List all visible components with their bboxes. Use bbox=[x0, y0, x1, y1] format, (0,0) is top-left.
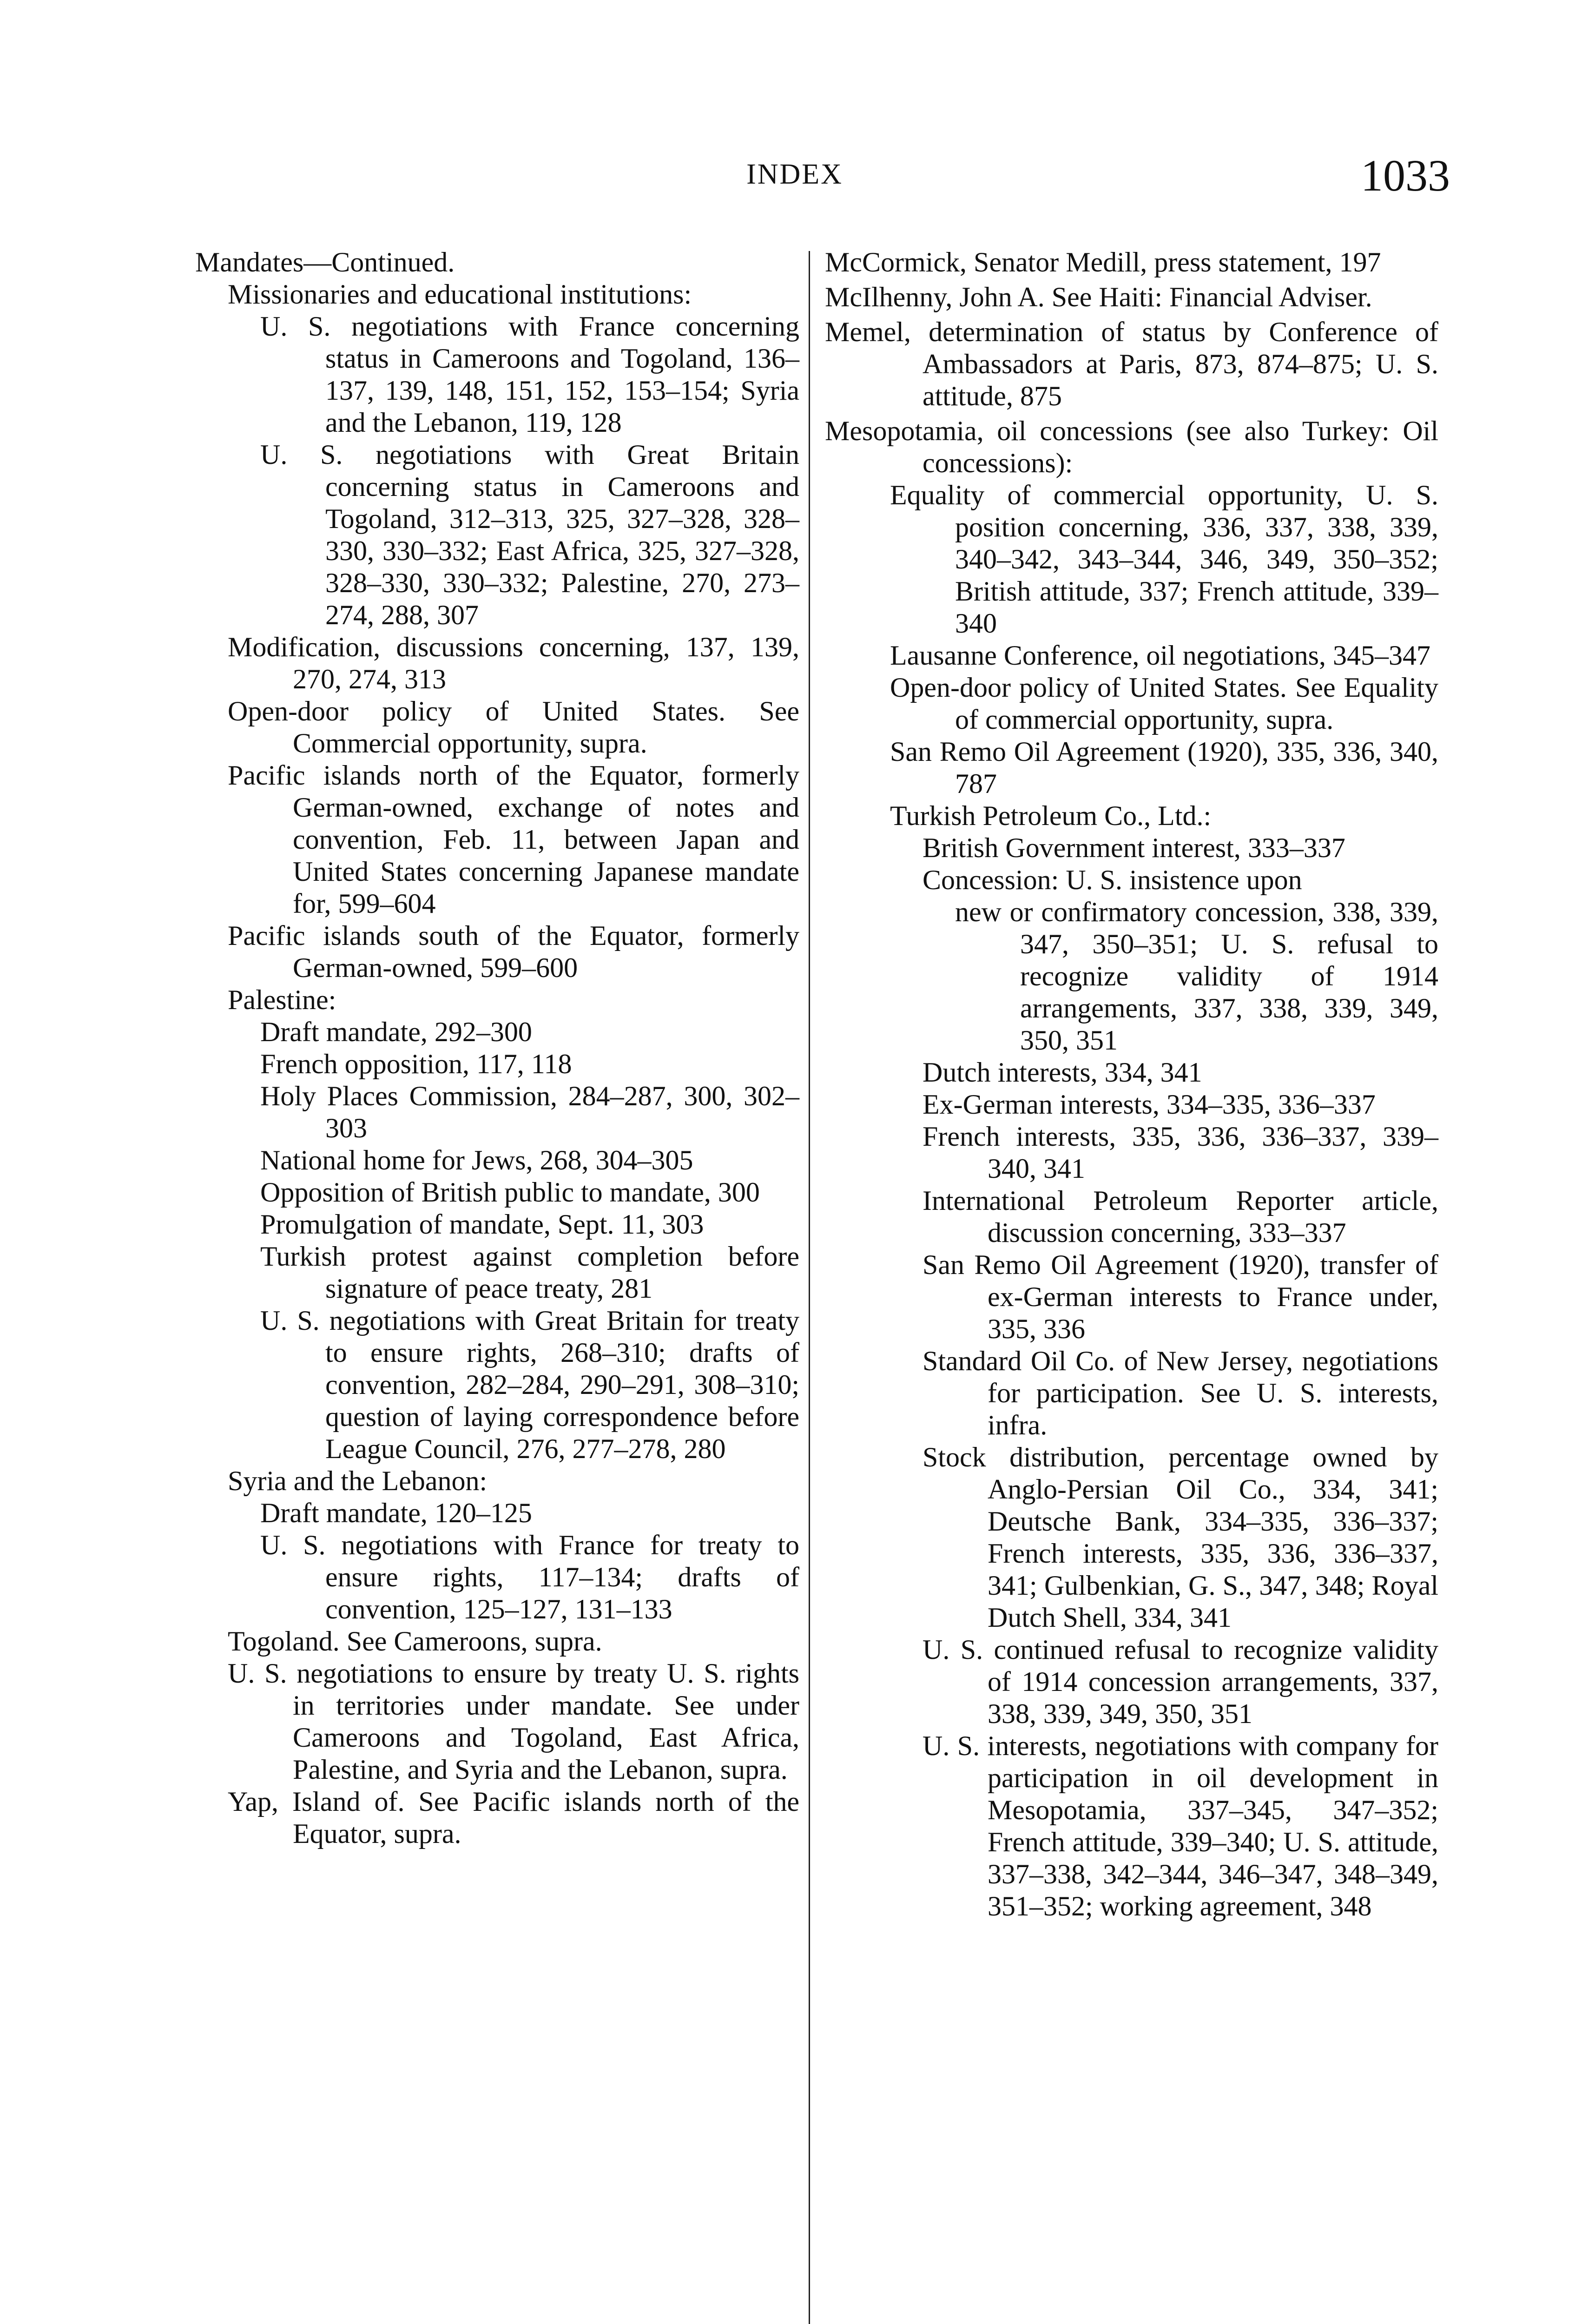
index-entry: International Petroleum Reporter article, discussion concerning, 333–337 bbox=[923, 1185, 1438, 1248]
index-entry: Dutch interests, 334, 341 bbox=[923, 1057, 1202, 1088]
index-entry: San Remo Oil Agreement (1920), 335, 336, 340, 787 bbox=[890, 736, 1438, 799]
index-entry: Standard Oil Co. of New Jersey, negotiations for participation. See U. S. interests, infra. bbox=[923, 1346, 1438, 1440]
column-divider bbox=[809, 251, 810, 2324]
index-entry: Memel, determination of status by Conference of Ambassadors at Paris, 873, 874–875; U. S. attitude, 875 bbox=[825, 317, 1438, 411]
index-entry: Ex-German interests, 334–335, 336–337 bbox=[923, 1089, 1376, 1120]
index-entry: Togoland. See Cameroons, supra. bbox=[228, 1626, 602, 1657]
index-entry: Promulgation of mandate, Sept. 11, 303 bbox=[260, 1209, 704, 1240]
index-entry: Mesopotamia, oil concessions (see also Turkey: Oil concessions): bbox=[825, 416, 1438, 478]
page-number: 1033 bbox=[1361, 151, 1450, 200]
index-entry: new or confirmatory concession, 338, 339, 347, 350–351; U. S. refusal to recognize validity of 1914 arrangements, 337, 338, 339, 349, 350, 351 bbox=[955, 897, 1438, 1056]
index-entry: Mandates—Continued. bbox=[195, 247, 455, 277]
index-entry: Open-door policy of United States. See Commercial opportunity, supra. bbox=[228, 696, 799, 759]
index-entry: U. S. continued refusal to recognize validity of 1914 concession arrangements, 337, 338, 339, 349, 350, 351 bbox=[923, 1634, 1438, 1729]
index-entry: Concession: U. S. insistence upon bbox=[923, 865, 1302, 895]
index-entry: Yap, Island of. See Pacific islands north of the Equator, supra. bbox=[228, 1786, 799, 1849]
index-entry: U. S. negotiations with France concerning status in Cameroons and Togoland, 136–137, 139, 148, 151, 152, 153–154; Syria and the Lebanon, 119, 128 bbox=[260, 311, 799, 438]
left-index-column bbox=[195, 246, 799, 1850]
index-entry: U. S. interests, negotiations with company for participation in oil development in Mesopotamia, 337–345, 347–352; French attitude, 339–340; U. S. attitude, 337–338, 342–344, 346–347, 348–349, 351–352; working agreement, 348 bbox=[923, 1730, 1438, 1921]
index-entry: McIlhenny, John A. See Haiti: Financial Adviser. bbox=[825, 282, 1372, 312]
index-entry: Opposition of British public to mandate, 300 bbox=[260, 1177, 760, 1208]
index-entry: U. S. negotiations with France for treaty to ensure rights, 117–134; drafts of convention, 125–127, 131–133 bbox=[260, 1530, 799, 1624]
index-entry: Turkish Petroleum Co., Ltd.: bbox=[890, 800, 1212, 831]
index-entry: French interests, 335, 336, 336–337, 339–340, 341 bbox=[923, 1121, 1438, 1184]
index-entry: National home for Jews, 268, 304–305 bbox=[260, 1145, 693, 1175]
index-entry: McCormick, Senator Medill, press statement, 197 bbox=[825, 247, 1381, 277]
page-title: INDEX bbox=[746, 158, 843, 190]
index-entry: U. S. negotiations with Great Britain concerning status in Cameroons and Togoland, 312–313, 325, 327–328, 328–330, 330–332; East Africa, 325, 327–328, 328–330, 330–332; Palestine, 270, 273–274, 288, 307 bbox=[260, 439, 799, 630]
index-entry: Draft mandate, 292–300 bbox=[260, 1017, 532, 1047]
index-entry: Holy Places Commission, 284–287, 300, 302–303 bbox=[260, 1081, 799, 1143]
index-entry: Open-door policy of United States. See Equality of commercial opportunity, supra. bbox=[890, 672, 1438, 735]
right-index-column bbox=[825, 246, 1438, 1922]
index-entry: Modification, discussions concerning, 137, 139, 270, 274, 313 bbox=[228, 632, 799, 694]
index-entry: Palestine: bbox=[228, 984, 336, 1015]
index-entry: Stock distribution, percentage owned by Anglo-Persian Oil Co., 334, 341; Deutsche Bank, 334–335, 336–337; French interests, 335, 336, 336–337, 341; Gulbenkian, G. S., 347, 348; Royal Dutch Shell, 334, 341 bbox=[923, 1442, 1438, 1633]
index-entry: British Government interest, 333–337 bbox=[923, 832, 1345, 863]
index-entry: U. S. negotiations with Great Britain for treaty to ensure rights, 268–310; drafts of convention, 282–284, 290–291, 308–310; question of laying correspondence before League Council, 276, 277–278, 280 bbox=[260, 1305, 799, 1464]
index-entry: Draft mandate, 120–125 bbox=[260, 1498, 532, 1528]
index-entry: Lausanne Conference, oil negotiations, 345–347 bbox=[890, 640, 1431, 671]
index-entry: Pacific islands north of the Equator, formerly German-owned, exchange of notes and convention, Feb. 11, between Japan and United States concerning Japanese mandate for, 599–604 bbox=[228, 760, 799, 919]
index-entry: Pacific islands south of the Equator, formerly German-owned, 599–600 bbox=[228, 920, 799, 983]
index-entry: Missionaries and educational institutions: bbox=[228, 279, 692, 310]
running-head bbox=[0, 153, 1575, 209]
index-entry: Turkish protest against completion before signature of peace treaty, 281 bbox=[260, 1241, 799, 1304]
index-entry: San Remo Oil Agreement (1920), transfer of ex-German interests to France under, 335, 336 bbox=[923, 1249, 1438, 1344]
index-entry: U. S. negotiations to ensure by treaty U. S. rights in territories under mandate. See under Cameroons and Togoland, East Africa, Palestine, and Syria and the Lebanon, supra. bbox=[228, 1658, 799, 1785]
index-entry: Syria and the Lebanon: bbox=[228, 1466, 488, 1496]
index-entry: French opposition, 117, 118 bbox=[260, 1049, 572, 1079]
index-entry: Equality of commercial opportunity, U. S. position concerning, 336, 337, 338, 339, 340–342, 343–344, 346, 349, 350–352; British attitude, 337; French attitude, 339–340 bbox=[890, 480, 1438, 639]
